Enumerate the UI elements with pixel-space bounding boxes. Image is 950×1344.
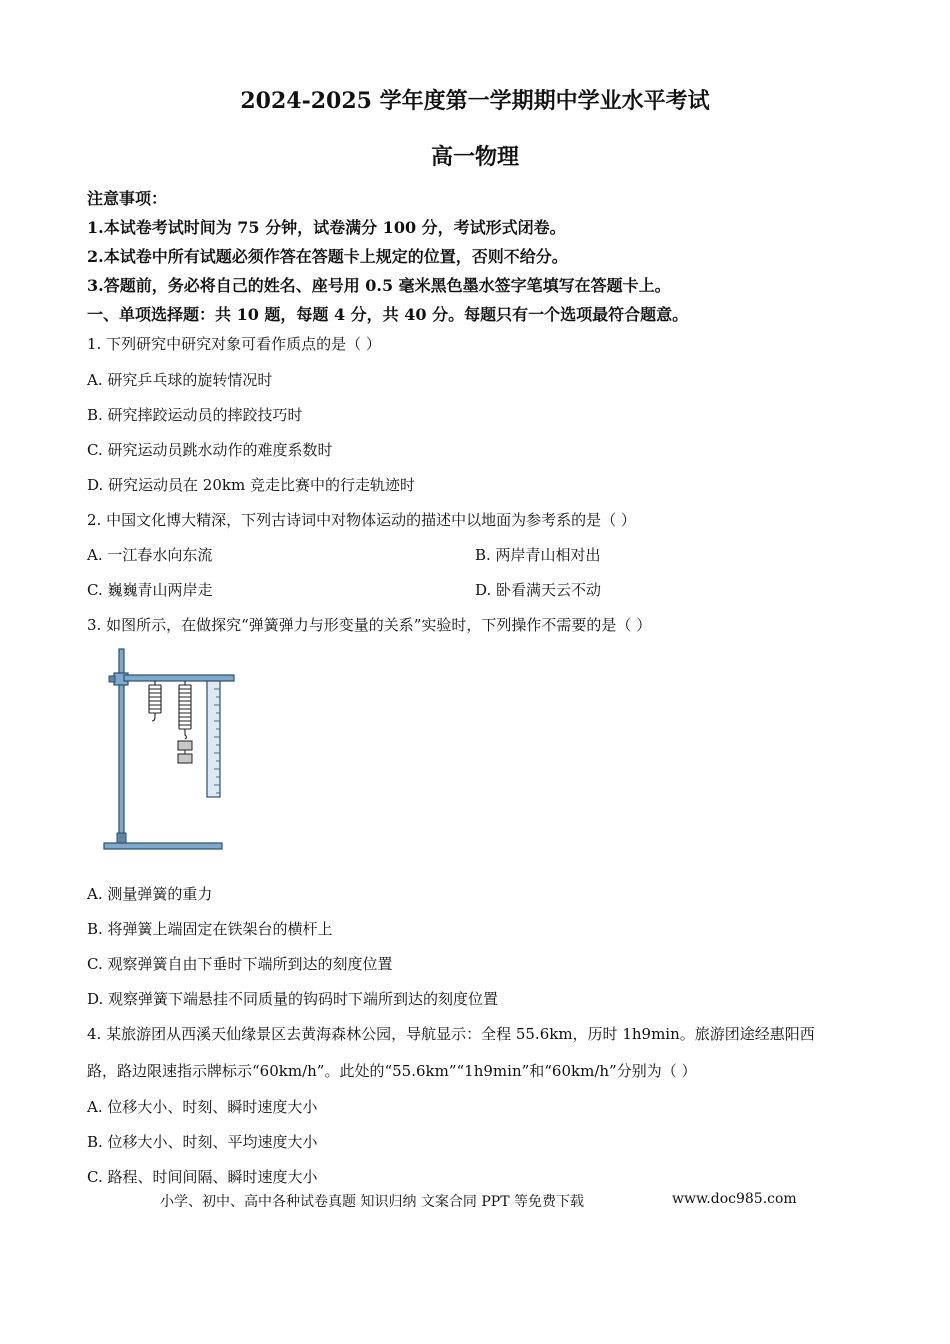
- exam-title: 2024-2025 学年度第一学期期中学业水平考试: [240, 88, 710, 114]
- crossbar: [124, 675, 234, 681]
- option-a: A. 测量弹簧的重力: [87, 885, 213, 903]
- spring-unloaded: [149, 681, 161, 721]
- option-c: C. 巍巍青山两岸走: [87, 581, 213, 599]
- stand-base: [104, 843, 222, 849]
- option-b: B. 两岸青山相对出: [475, 546, 601, 564]
- notice-item: 2.本试卷中所有试题必须作答在答题卡上规定的位置，否则不给分。: [87, 247, 568, 266]
- option-c: C. 观察弹簧自由下垂时下端所到达的刻度位置: [87, 955, 393, 973]
- question-stem: 3. 如图所示，在做探究“弹簧弹力与形变量的关系”实验时，下列操作不需要的是（ ）: [87, 616, 652, 634]
- ruler: [207, 681, 220, 797]
- question-stem-continued: 路，路边限速指示牌标示“60km/h”。此处的“55.6km”“1h9min”和“60km/h”分别为（ ）: [87, 1062, 697, 1080]
- question-stem: 4. 某旅游团从西溪天仙缘景区去黄海森林公园，导航显示：全程 55.6km，历时 1h9min。旅游团途经惠阳西: [87, 1025, 815, 1043]
- option-b: B. 将弹簧上端固定在铁架台的横杆上: [87, 920, 333, 938]
- footer-link[interactable]: www.doc985.com: [672, 1191, 797, 1207]
- option-d: D. 卧看满天云不动: [475, 581, 602, 599]
- notice-heading: 注意事项：: [87, 189, 168, 208]
- question-stem: 2. 中国文化博大精深，下列古诗词中对物体运动的描述中以地面为参考系的是（ ）: [87, 511, 636, 529]
- spring-loaded: [179, 681, 191, 739]
- option-d: D. 研究运动员在 20km 竞走比赛中的行走轨迹时: [87, 476, 415, 494]
- option-b: B. 位移大小、时刻、平均速度大小: [87, 1133, 318, 1151]
- hook-weight: [178, 754, 192, 763]
- option-b: B. 研究摔跤运动员的摔跤技巧时: [87, 406, 303, 424]
- option-a: A. 研究乒乓球的旋转情况时: [87, 371, 273, 389]
- hook-weight: [178, 741, 192, 750]
- notice-item: 3.答题前，务必将自己的姓名、座号用 0.5 毫米黑色墨水签字笔填写在答题卡上。: [87, 276, 671, 295]
- option-d: D. 观察弹簧下端悬挂不同质量的钩码时下端所到达的刻度位置: [87, 990, 499, 1008]
- subject-title: 高一物理: [430, 144, 519, 170]
- option-c: C. 研究运动员跳水动作的难度系数时: [87, 441, 333, 459]
- footer-text: 小学、初中、高中各种试卷真题 知识归纳 文案合同 PPT 等免费下载: [160, 1194, 584, 1210]
- question-stem: 1. 下列研究中研究对象可看作质点的是（ ）: [87, 335, 381, 353]
- option-a: A. 位移大小、时刻、瞬时速度大小: [87, 1098, 318, 1116]
- option-c: C. 路程、时间间隔、瞬时速度大小: [87, 1168, 318, 1186]
- notice-item: 1.本试卷考试时间为 75 分钟，试卷满分 100 分，考试形式闭卷。: [87, 218, 566, 237]
- section-heading: 一、单项选择题：共 10 题，每题 4 分，共 40 分。每题只有一个选项最符合题意。: [87, 305, 689, 324]
- spring-experiment-figure: [100, 645, 240, 855]
- option-a: A. 一江春水向东流: [87, 546, 213, 564]
